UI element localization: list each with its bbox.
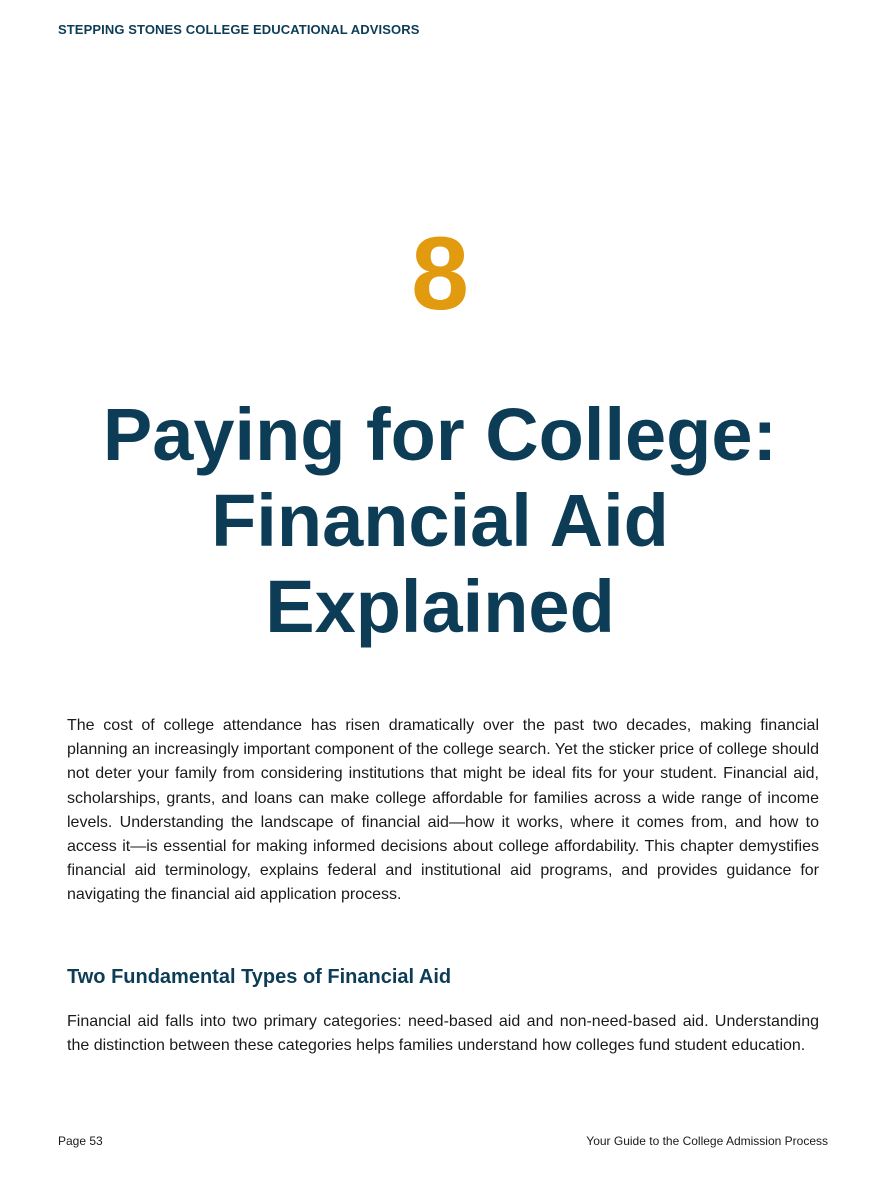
chapter-number: 8 (411, 216, 469, 332)
chapter-title-line-3: Explained (265, 565, 615, 648)
page-number: Page 53 (58, 1134, 103, 1148)
chapter-title (40, 392, 840, 650)
chapter-title-line-2: Financial Aid (211, 479, 669, 562)
footer-book-title: Your Guide to the College Admission Process (586, 1134, 828, 1148)
chapter-title-line-1: Paying for College: (102, 393, 778, 476)
section-body: Financial aid falls into two primary categories: need-based aid and non-need-based aid. Understanding the distinction between these categories helps families understand how colleges fund student education. (67, 1013, 819, 1055)
intro-paragraph: The cost of college attendance has risen dramatically over the past two decades, making financial planning an increasingly important component of the college search. Yet the sticker price of college should not deter your family from considering institutions that might be ideal fits for your student. Financial aid, scholarships, grants, and loans can make college affordable for families across a wide range of income levels. Understanding the landscape of financial aid—how it works, where it comes from, and how to access it—is essential for making informed decisions about college affordability. This chapter demystifies financial aid terminology, explains federal and institutional aid programs, and provides guidance for navigating the financial aid application process. (67, 717, 819, 904)
section-heading: Two Fundamental Types of Financial Aid (67, 966, 452, 988)
running-header: STEPPING STONES COLLEGE EDUCATIONAL ADVISORS (58, 22, 420, 37)
